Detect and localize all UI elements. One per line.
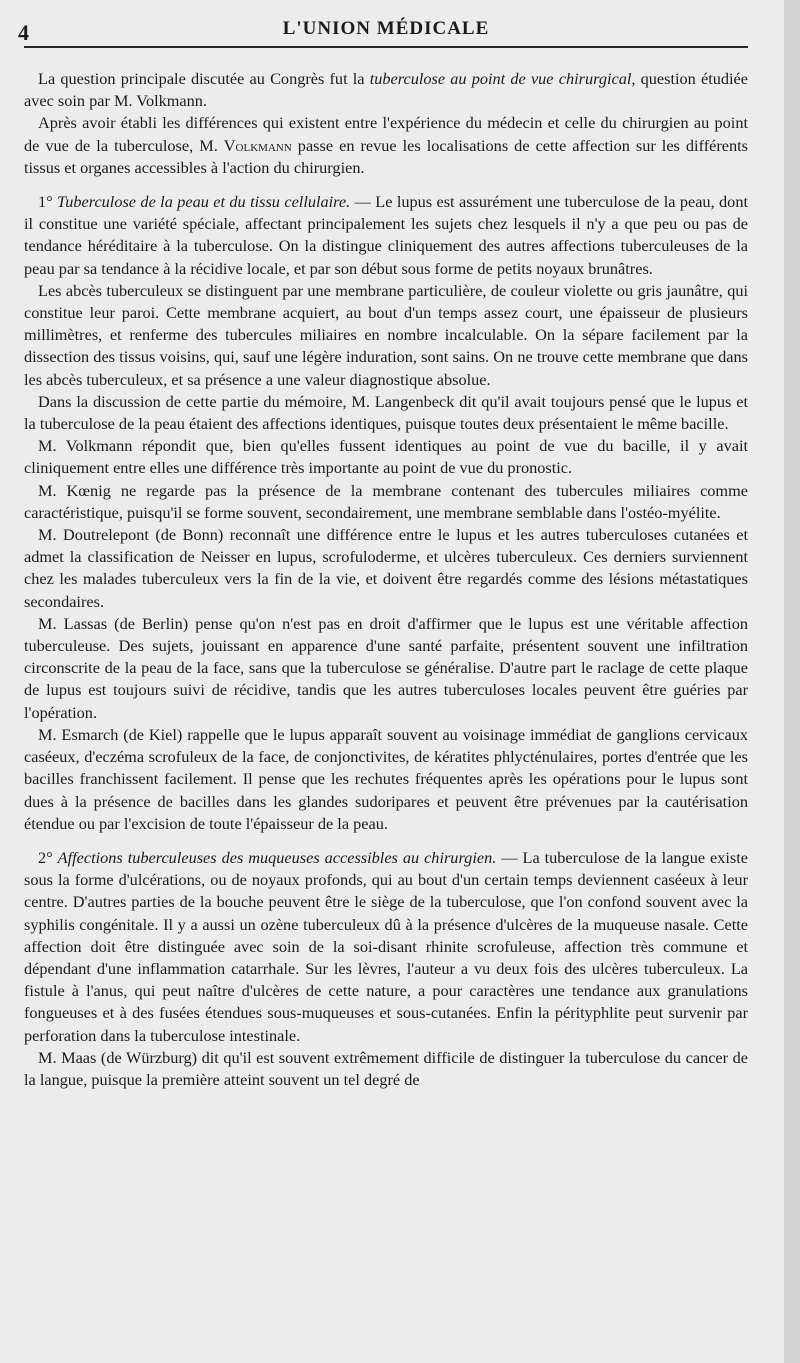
emphasis-text: tuberculose au point de vue chirurgical, — [369, 69, 636, 88]
section-title: Tuberculose de la peau et du tissu cellulaire. — [57, 192, 351, 212]
section-1-heading-paragraph: 1° Tuberculose de la peau et du tissu cellulaire. — Le lupus est assurément une tuberculose de la peau, dont il constitue une variété spéciale, affectant principalement les sujets chez lesquels il n'y a que peu ou pas de tendance héréditaire à la tuberculose. On la distingue cliniquement des autres affections tuberculeuses de la peau par sa tendance à la récidive locale, et par son début sous forme de petits noyaux brunâtres. — [24, 192, 748, 278]
paragraph-volkmann: Après avoir établi les différences qui existent entre l'expérience du médecin et celle du chirurgien au point de vue de la tuberculose, M. Volkmann passe en revue les localisations de cette affection sur les différents tissus et organes accessibles à l'action du chirurgien. — [24, 113, 749, 177]
paragraph-doutrelepont: M. Doutrelepont (de Bonn) reconnaît une différence entre le lupus et les autres tuberculoses cutanées et admet la classification de Neisser en lupus, scrofuloderme, et ulcères tuberculeux. Ces derniers surviennent chez les malades tuberculeux vers la fin de la vie, et doivent être regardés comme des lésions métastatiques secondaires. — [24, 525, 748, 611]
article-body — [24, 68, 748, 1091]
header-rule — [24, 46, 748, 48]
paragraph-maas: M. Maas (de Würzburg) dit qu'il est souvent extrêmement difficile de distinguer la tuberculose du cancer de la langue, puisque la première atteint souvent un tel degré de — [24, 1047, 748, 1089]
paragraph-koenig: M. Kœnig ne regarde pas la présence de la membrane contenant des tubercules miliaires comme caractéristique, puisqu'il se forme souvent, secondairement, une membrane semblable dans l'ostéo-myélite. — [24, 480, 748, 522]
page-header — [18, 12, 748, 45]
paragraph-esmarch: M. Esmarch (de Kiel) rappelle que le lupus apparaît souvent au voisinage immédiat de ganglions cervicaux caséeux, d'eczéma scrofuleux de la face, de conjonctivites, de kératites phlycténulaires, portes d'entrée que les bacilles franchissent facilement. Il pense que les rechutes fréquentes après les opérations pour le lupus sont dues à la présence de bacilles dans les glandes sudoripares et peuvent être prévenues par la cautérisation étendue ou par l'excision de toute l'épaisseur de la peau. — [24, 724, 748, 833]
paragraph-lassas: M. Lassas (de Berlin) pense qu'on n'est pas en droit d'affirmer que le lupus est une véritable affection tuberculeuse. Des sujets, jouissant en apparence d'une santé parfaite, présentent souvent une infiltration circonscrite de la peau de la face, sans que la tuberculose se généralise. D'autre part le raclage de cette plaque de lupus est toujours suivi de récidive, tandis que les autres tuberculoses locales peuvent être guéries par l'opération. — [24, 613, 748, 722]
section-title: Affections tuberculeuses des muqueuses accessibles au chirurgien. — [57, 847, 497, 867]
paragraph-langenbeck: Dans la discussion de cette partie du mémoire, M. Langenbeck dit qu'il avait toujours pensé que le lupus et la tuberculose de la peau étaient des affections identiques, puisque toutes deux présentaient le même bacille. — [24, 391, 748, 434]
author-name: Volkmann — [223, 135, 292, 155]
paragraph-volkmann-reply: M. Volkmann répondit que, bien qu'elles fussent identiques au point de vue du bacille, il y avait cliniquement entre elles une différence très importante au point de vue du pronostic. — [24, 436, 748, 478]
paragraph-abces: Les abcès tuberculeux se distinguent par une membrane particulière, de couleur violette ou gris jaunâtre, qui constitue leur paroi. Cette membrane acquiert, au bout d'un temps assez court, une épaisseur de plusieurs millimètres, et renferme des tubercules miliaires en nombre incalculable. On la sépare facilement par la dissection des tissus voisins, qui, sauf une légère induration, sont sains. On ne trouve cette membrane que dans les abcès tuberculeux, et sa présence a une valeur diagnostique absolue. — [24, 280, 748, 389]
journal-title: L'UNION MÉDICALE — [282, 18, 490, 39]
section-2-heading-paragraph: 2° Affections tuberculeuses des muqueuses accessibles au chirurgien. — La tuberculose de la langue existe sous la forme d'ulcérations, ou de noyaux profonds, qui au bout d'un certain temps deviennent caséeux à leur centre. D'autres parties de la bouche peuvent être le siège de la tuberculose, que l'on confond souvent avec la syphilis congénitale. Il y a aussi un ozène tuberculeux dû à la présence d'ulcères de la muqueuse nasale. Cette affection doit être distinguée avec soin de la soi-disant rhinite scrofuleuse, affection très commune et dépendant d'une inflammation catarrhale. Sur les lèvres, l'auteur a vu deux fois des ulcères tuberculeux. La fistule à l'anus, qui peut naître d'ulcères de cette nature, a pour caractères une tendance aux granulations fongueuses et à des fusées étendues sous-muqueuses et sous-cutanées. Enfin la pérityphlite peut survenir par perforation dans la tuberculose intestinale. — [24, 847, 749, 1045]
page-number: 4 — [18, 20, 29, 45]
paragraph-intro: La question principale discutée au Congrès fut la tuberculose au point de vue chirurgical, question étudiée avec soin par M. Volkmann. — [24, 69, 748, 111]
